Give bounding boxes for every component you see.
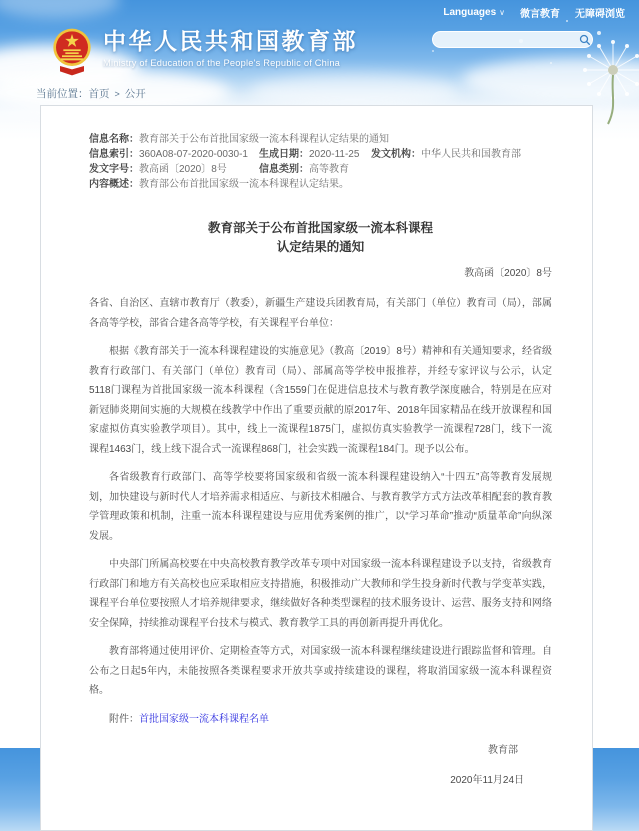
breadcrumb-label: 当前位置：: [36, 88, 89, 100]
doc-paragraph: 各省、自治区、直辖市教育厅（教委），新疆生产建设兵团教育局，有关部门（单位）教育司（局），部属各高等学校，部省合建各高等学校，有关课程平台单位：: [89, 298, 552, 329]
site-name-en: Ministry of Education of the People's Republic of China: [103, 58, 341, 68]
meta-row-docno: [89, 162, 552, 177]
cloud-decoration: [250, 74, 460, 108]
national-emblem-icon: [52, 28, 92, 76]
site-name-cn: 中华人民共和国教育部: [103, 28, 358, 54]
doc-paragraph: 中央部门所属高校要在中央高校教育教学改革专项中对国家级一流本科课程建设予以支持，省级教育行政部门和地方有关高校也应采取相应支持措施，积极推动广大教师和学生投身新时代教与学变革实践，课程平台单位要按照人才培养规律要求，继续做好各种类型课程的技术服务设计、运营、服务支持和网络安全保障，持续推动课程平台技术与模式、教育教学工具的再创新再提升再优化。: [89, 559, 552, 629]
weiyan-education-link[interactable]: 微言教育: [520, 9, 560, 20]
document-title-line2: 认定结果的通知: [276, 240, 365, 254]
search-box: [432, 31, 593, 48]
document-title-line1: 教育部关于公布首批国家级一流本科课程: [207, 221, 433, 235]
meta-docno-label: 发文字号：: [89, 164, 139, 175]
doc-paragraph: 根据《教育部关于一流本科课程建设的实施意见》（教高〔2019〕8号）精神和有关通知要求，经省级教育行政部门、有关部门（单位）教育司（局）、部属高等学校申报推荐，并经专家评议与公示，认定5118门课程为首批国家级一流本科课程（含1559门在促进信息技术与教育教学深度融合，特别是在应对新冠肺炎期间实施的大规模在线教学中作出了重要贡献的原2017年、2018年国家精品在线开放课程和国家虚拟仿真实验教学项目）。其中，线上一流课程1875门，虚拟仿真实验教学一流课程728门，线下一流课程1463门，线上线下混合式一流课程868门，社会实践一流课程184门。现予以公布。: [89, 346, 552, 455]
meta-row-summary: [89, 177, 552, 192]
document-meta: [89, 132, 552, 192]
doc-paragraph: 教育部将通过使用评价、定期检查等方式，对国家级一流本科课程继续建设进行跟踪监督和管理。自公布之日起5年内，未能按照各类课程要求开放共享或持续建设的课程，将取消国家级一流本科课程资格。: [89, 646, 552, 696]
attachment-line: [89, 710, 552, 730]
cloud-decoration: [0, 0, 120, 18]
attachment-label: 附件：: [109, 713, 139, 725]
meta-org-value: 中华人民共和国教育部: [421, 149, 521, 160]
breadcrumb-current-link[interactable]: 公开: [124, 88, 146, 100]
document-number: 教高函〔2020〕8号: [464, 268, 552, 279]
site-name: [103, 28, 358, 68]
signature-date: 2020年11月24日: [450, 775, 524, 786]
chevron-down-icon: ∨: [499, 8, 505, 17]
document-card: [40, 105, 593, 831]
attachment-link[interactable]: 首批国家级一流本科课程名单: [139, 713, 269, 725]
meta-summary-label: 内容概述：: [89, 179, 139, 190]
breadcrumb-home-link[interactable]: 首页: [88, 88, 110, 100]
meta-category-label: 信息类别：: [259, 164, 309, 175]
languages-menu[interactable]: [443, 7, 505, 18]
breadcrumb-separator: >: [114, 89, 120, 99]
header-top-links: [443, 5, 625, 20]
accessibility-link[interactable]: 无障碍浏览: [575, 9, 625, 20]
breadcrumb: [36, 86, 146, 101]
search-button[interactable]: [579, 34, 591, 46]
meta-category-value: 高等教育: [309, 164, 349, 175]
signature: 教育部: [488, 745, 518, 756]
site-logo[interactable]: [52, 28, 358, 76]
document-title: [89, 219, 552, 257]
meta-name-value: 教育部关于公布首批国家级一流本科课程认定结果的通知: [139, 134, 389, 145]
meta-org-label: 发文机构：: [371, 149, 421, 160]
meta-name-label: 信息名称：: [89, 134, 139, 145]
search-input[interactable]: [443, 32, 579, 47]
meta-row-index: [89, 147, 552, 162]
meta-index-label: 信息索引：: [89, 149, 139, 160]
meta-index-value: 360A08-07-2020-0030-1: [139, 149, 248, 160]
meta-gendate-value: 2020-11-25: [309, 149, 360, 160]
meta-docno-value: 教高函〔2020〕8号: [139, 164, 227, 175]
meta-summary-value: 教育部公布首批国家级一流本科课程认定结果。: [139, 179, 349, 190]
languages-label: Languages: [443, 7, 497, 18]
doc-paragraph: 各省级教育行政部门、高等学校要将国家级和省级一流本科课程建设纳入“十四五”高等教育发展规划，加快建设与新时代人才培养需求相适应、与新技术相融合、与教育教学方式方法改革相配套的教育教学管理政策和机制，注重一流本科课程建设与应用优秀案例的推广，以“学习革命”推动“质量革命”向纵深发展。: [89, 472, 552, 542]
meta-row-name: [89, 132, 552, 147]
meta-gendate-label: 生成日期：: [259, 149, 309, 160]
search-icon: [579, 34, 591, 46]
